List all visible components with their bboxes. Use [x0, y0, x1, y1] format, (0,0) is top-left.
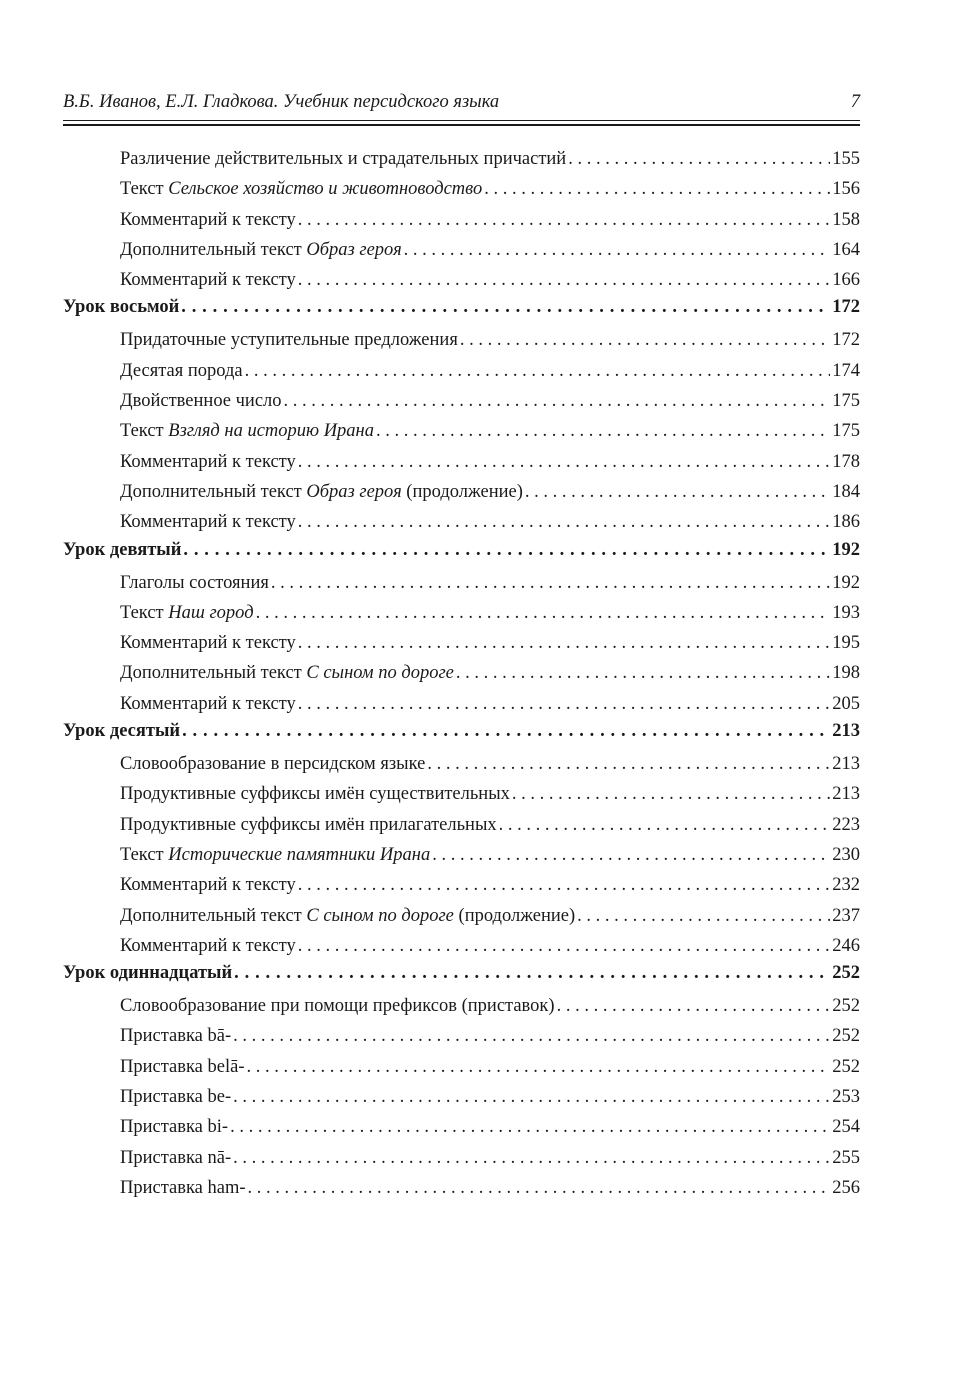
- toc-page-number: 178: [832, 451, 860, 472]
- toc-entry-text: Придаточные уступительные предложения: [120, 330, 458, 351]
- toc-entry-text: Урок восьмой: [63, 297, 180, 318]
- toc-entry-text: Комментарий к тексту: [120, 693, 296, 714]
- toc-entry-row: [63, 386, 860, 416]
- toc-entry-row: [63, 1112, 860, 1142]
- toc-entry-label: [120, 810, 497, 840]
- toc-entry-text: Десятая порода: [120, 360, 243, 381]
- toc-entry-italic-title: Наш город: [168, 602, 254, 623]
- toc-entry-label: [120, 325, 458, 355]
- toc-entry-row: [63, 568, 860, 598]
- running-header: [63, 92, 860, 116]
- toc-page-number: 155: [832, 149, 860, 169]
- toc-page-number: 192: [832, 572, 860, 593]
- dot-leader: [298, 931, 830, 961]
- dot-leader: [233, 1082, 830, 1112]
- toc-entry-row: [63, 356, 860, 386]
- dot-leader: [233, 1021, 830, 1051]
- dot-leader: [456, 658, 830, 688]
- toc-page-number: 213: [832, 754, 860, 775]
- toc-page-number: 246: [832, 935, 860, 956]
- toc-entry-text: Текст: [120, 179, 169, 200]
- header-rule-thick: [63, 124, 860, 126]
- toc-entry-text: Дополнительный текст: [120, 663, 307, 684]
- dot-leader: [525, 477, 830, 507]
- toc-entry-text: Текст: [120, 844, 169, 865]
- toc-entry-row: [63, 477, 860, 507]
- dot-leader: [298, 507, 830, 537]
- toc-entry-row: [63, 991, 860, 1021]
- dot-leader: [230, 1112, 830, 1142]
- toc-page-number: 195: [832, 633, 860, 654]
- toc-entry-label: [120, 386, 282, 416]
- toc-page-number: 175: [832, 421, 860, 442]
- toc-page-number: 156: [832, 179, 860, 200]
- toc-lesson-row: [63, 961, 860, 985]
- toc-page-number: 205: [832, 693, 860, 714]
- toc-entry-label: [120, 144, 566, 174]
- toc-entry-row: [63, 174, 860, 204]
- dot-leader: [512, 779, 830, 809]
- toc-entry-row: [63, 628, 860, 658]
- toc-entry-row: [63, 658, 860, 688]
- toc-entry-text: Урок одиннадцатый: [63, 963, 233, 984]
- toc-page-number: 252: [832, 1026, 860, 1047]
- toc-entry-text: Комментарий к тексту: [120, 633, 296, 654]
- dot-leader: [298, 205, 830, 235]
- dot-leader: [404, 235, 831, 265]
- toc-entry-row: [63, 1052, 860, 1082]
- toc-entry-row: [63, 265, 860, 295]
- toc-entry-row: [63, 779, 860, 809]
- toc-page-number: 184: [832, 481, 860, 502]
- toc-entry-label: [120, 174, 482, 204]
- toc-page-number: 213: [832, 721, 860, 742]
- toc-entry-label: [120, 840, 430, 870]
- toc-entry-label: [120, 416, 374, 446]
- dot-leader: [427, 749, 830, 779]
- toc-entry-label: [63, 295, 179, 319]
- toc-entry-row: [63, 1082, 860, 1112]
- toc-entry-label: [120, 931, 296, 961]
- toc-entry-row: [63, 810, 860, 840]
- toc-page-number: 255: [832, 1147, 860, 1168]
- toc-entry-text: Комментарий к тексту: [120, 270, 296, 291]
- toc-entry-label: [120, 205, 296, 235]
- toc-entry-label: [120, 1082, 231, 1112]
- toc-entry-text: Приставка belā-: [120, 1056, 245, 1077]
- dot-leader: [234, 961, 830, 985]
- toc-entry-label: [120, 991, 555, 1021]
- toc-page-number: 172: [832, 297, 860, 318]
- toc-page-number: 237: [832, 905, 860, 926]
- toc-entry-label: [120, 235, 402, 265]
- toc-entry-text: Двойственное число: [120, 391, 282, 412]
- toc-entry-row: [63, 325, 860, 355]
- toc-entry-row: [63, 507, 860, 537]
- toc-entry-text: Урок десятый: [63, 721, 181, 742]
- toc-entry-row: [63, 144, 860, 174]
- dot-leader: [233, 1143, 830, 1173]
- toc-entry-italic-title: Сельское хозяйство и животноводство: [168, 179, 483, 200]
- toc-entry-italic-title: Исторические памятники Ирана: [168, 844, 431, 865]
- toc-entry-label: [120, 598, 254, 628]
- toc-entry-text: Текст: [120, 602, 169, 623]
- toc-entry-row: [63, 931, 860, 961]
- toc-entry-italic-title: Образ героя: [306, 481, 402, 502]
- toc-page-number: 252: [832, 963, 860, 984]
- toc-page-number: 253: [832, 1087, 860, 1108]
- toc-entry-text: Продуктивные суффиксы имён существительных: [120, 784, 510, 805]
- toc-entry-label: [120, 870, 296, 900]
- toc-entry-row: [63, 235, 860, 265]
- toc-entry-text: Комментарий к тексту: [120, 935, 296, 956]
- table-of-contents: [63, 144, 860, 1203]
- toc-page-number: 158: [832, 209, 860, 230]
- toc-entry-text: Комментарий к тексту: [120, 512, 296, 533]
- toc-entry-row: [63, 689, 860, 719]
- toc-entry-row: [63, 205, 860, 235]
- dot-leader: [568, 144, 830, 174]
- toc-entry-text: Различение действительных и страдательных причастий: [120, 149, 567, 169]
- dot-leader: [557, 991, 831, 1021]
- dot-leader: [247, 1052, 831, 1082]
- toc-entry-text: Дополнительный текст: [120, 239, 307, 260]
- toc-entry-label: [120, 265, 296, 295]
- toc-page-number: 175: [832, 391, 860, 412]
- toc-entry-label: [120, 507, 296, 537]
- toc-entry-label: [120, 1112, 228, 1142]
- toc-page-number: 193: [832, 602, 860, 623]
- toc-page-number: 254: [832, 1117, 860, 1138]
- toc-entry-label: [63, 719, 180, 743]
- toc-entry-italic-title: С сыном по дороге: [306, 905, 454, 926]
- dot-leader: [248, 1173, 831, 1203]
- toc-entry-label: [63, 961, 232, 985]
- toc-entry-text: Комментарий к тексту: [120, 209, 296, 230]
- toc-entry-label: [120, 689, 296, 719]
- toc-entry-italic-title: Образ героя: [306, 239, 402, 260]
- toc-entry-label: [120, 1021, 231, 1051]
- toc-entry-text: Продуктивные суффиксы имён прилагательных: [120, 814, 497, 835]
- toc-entry-suffix: (продолжение): [401, 481, 523, 502]
- toc-entry-text: Текст: [120, 421, 169, 442]
- toc-entry-label: [120, 477, 523, 507]
- toc-entry-text: Комментарий к тексту: [120, 451, 296, 472]
- toc-lesson-row: [63, 538, 860, 562]
- toc-entry-text: Урок девятый: [63, 539, 182, 560]
- toc-entry-text: Приставка ham-: [120, 1177, 246, 1198]
- header-title: В.Б. Иванов, Е.Л. Гладкова. Учебник персидского языка: [63, 92, 500, 112]
- dot-leader: [256, 598, 831, 628]
- dot-leader: [245, 356, 831, 386]
- toc-entry-text: Приставка nā-: [120, 1147, 232, 1168]
- dot-leader: [460, 325, 830, 355]
- toc-entry-row: [63, 749, 860, 779]
- toc-entry-row: [63, 1173, 860, 1203]
- toc-entry-label: [120, 447, 296, 477]
- toc-entry-label: [120, 628, 296, 658]
- dot-leader: [298, 689, 830, 719]
- toc-entry-text: Глаголы состояния: [120, 572, 269, 593]
- toc-page-number: 230: [832, 844, 860, 865]
- dot-leader: [182, 719, 830, 743]
- header-rule-thin: [63, 120, 860, 121]
- toc-page-number: 232: [832, 875, 860, 896]
- toc-entry-label: [120, 1052, 245, 1082]
- toc-page-number: 172: [832, 330, 860, 351]
- toc-entry-row: [63, 1021, 860, 1051]
- dot-leader: [298, 870, 830, 900]
- toc-lesson-row: [63, 295, 860, 319]
- toc-entry-label: [120, 749, 425, 779]
- toc-entry-text: Приставка bi-: [120, 1117, 229, 1138]
- toc-entry-label: [120, 356, 243, 386]
- toc-entry-text: Словообразование при помощи префиксов (приставок): [120, 996, 555, 1017]
- dot-leader: [577, 901, 830, 931]
- toc-entry-row: [63, 598, 860, 628]
- toc-entry-label: [120, 779, 510, 809]
- dot-leader: [298, 628, 830, 658]
- toc-page-number: 198: [832, 663, 860, 684]
- toc-entry-label: [120, 658, 454, 688]
- toc-entry-row: [63, 870, 860, 900]
- dot-leader: [284, 386, 831, 416]
- toc-entry-label: [120, 1173, 246, 1203]
- dot-leader: [376, 416, 830, 446]
- toc-page-number: 166: [832, 270, 860, 291]
- toc-page-number: 252: [832, 996, 860, 1017]
- toc-entry-row: [63, 901, 860, 931]
- toc-entry-text: Дополнительный текст: [120, 481, 307, 502]
- toc-entry-row: [63, 840, 860, 870]
- toc-page-number: 164: [832, 239, 860, 260]
- dot-leader: [298, 265, 830, 295]
- toc-entry-row: [63, 447, 860, 477]
- dot-leader: [298, 447, 830, 477]
- toc-entry-row: [63, 416, 860, 446]
- toc-entry-suffix: (продолжение): [453, 905, 576, 926]
- toc-page-number: 256: [832, 1177, 860, 1198]
- dot-leader: [432, 840, 830, 870]
- toc-entry-text: Словообразование в персидском языке: [120, 754, 426, 775]
- toc-page-number: 192: [832, 539, 860, 560]
- dot-leader: [181, 295, 830, 319]
- toc-entry-label: [63, 538, 181, 562]
- dot-leader: [484, 174, 830, 204]
- toc-entry-text: Приставка bā-: [120, 1026, 232, 1047]
- toc-page-number: 213: [832, 784, 860, 805]
- page-number: 7: [850, 92, 860, 112]
- toc-page-number: 186: [832, 512, 860, 533]
- toc-entry-text: Приставка be-: [120, 1087, 232, 1108]
- dot-leader: [271, 568, 830, 598]
- toc-entry-label: [120, 1143, 231, 1173]
- dot-leader: [499, 810, 831, 840]
- toc-entry-label: [120, 901, 575, 931]
- toc-entry-text: Комментарий к тексту: [120, 875, 296, 896]
- toc-entry-italic-title: Взгляд на историю Ирана: [168, 421, 374, 442]
- dot-leader: [183, 538, 830, 562]
- toc-entry-text: Дополнительный текст: [120, 905, 307, 926]
- toc-page-number: 223: [832, 814, 860, 835]
- toc-entry-label: [120, 568, 269, 598]
- toc-page-number: 174: [832, 360, 860, 381]
- toc-lesson-row: [63, 719, 860, 743]
- toc-entry-row: [63, 1143, 860, 1173]
- toc-entry-italic-title: С сыном по дороге: [306, 663, 454, 684]
- toc-page-number: 252: [832, 1056, 860, 1077]
